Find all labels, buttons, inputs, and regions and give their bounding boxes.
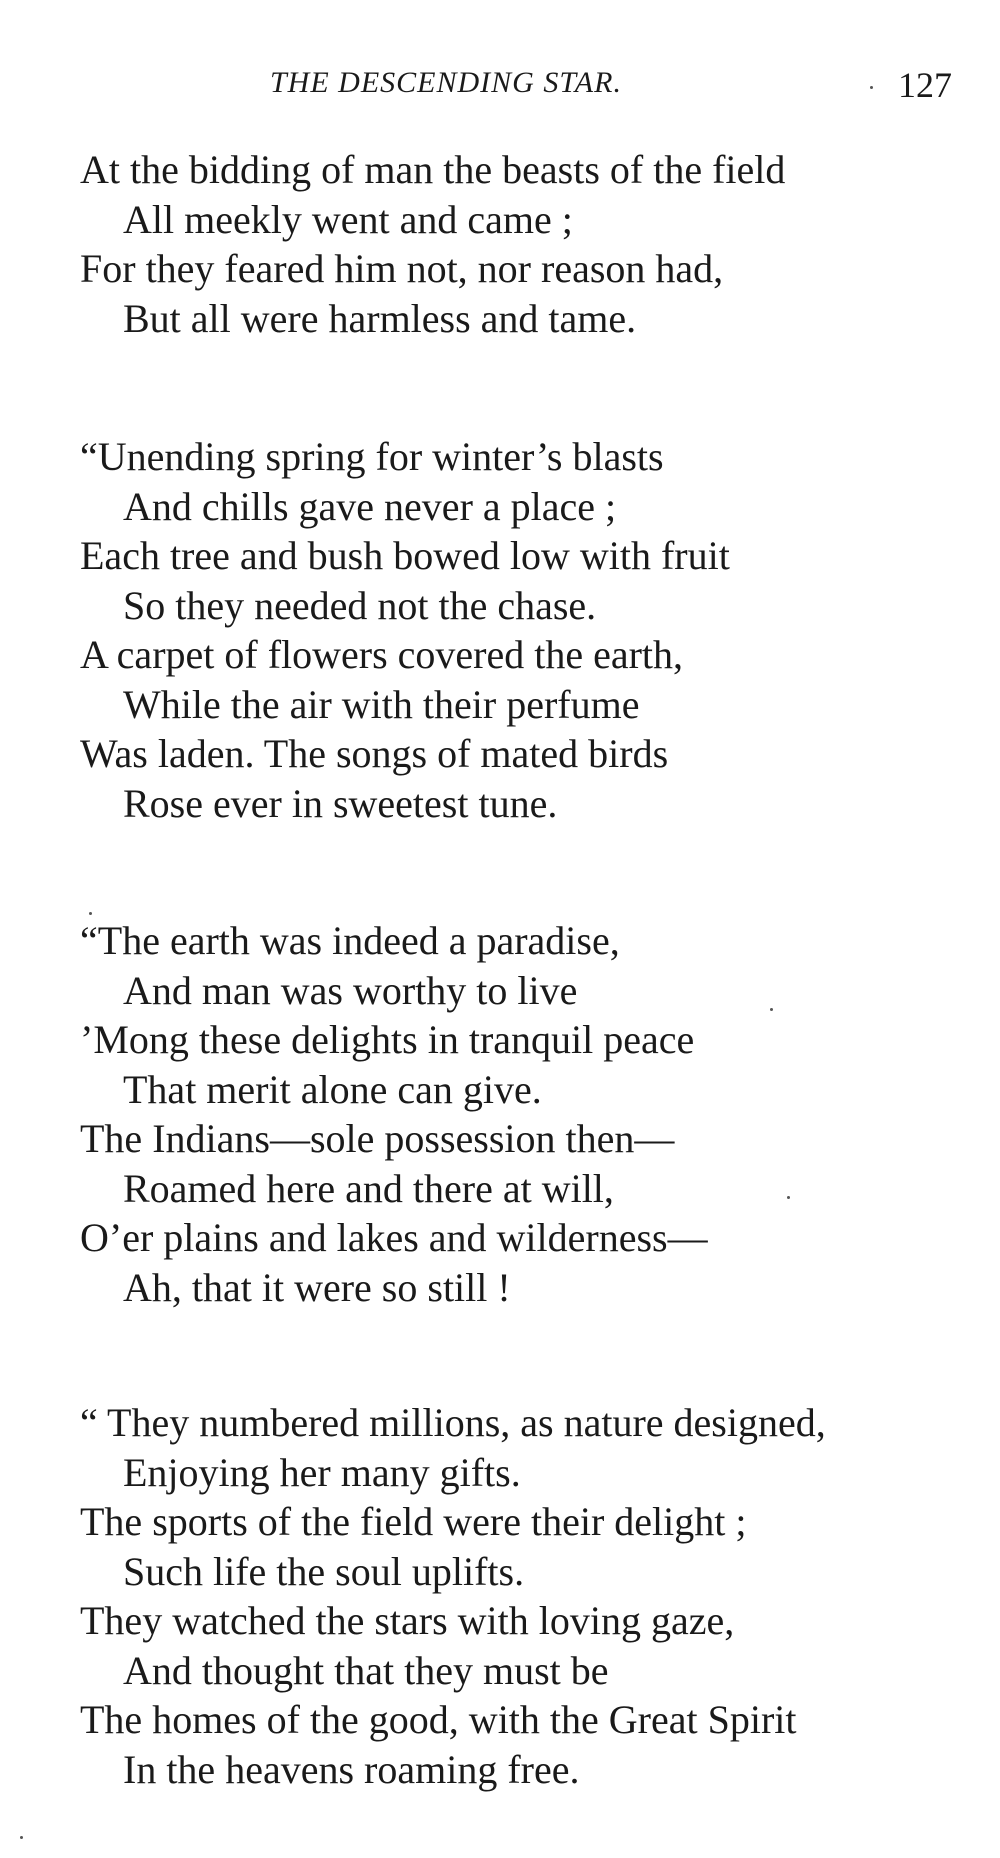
poem-line: And chills gave never a place ;: [123, 483, 617, 529]
poem-line: And man was worthy to live: [123, 967, 578, 1013]
poem-line: A carpet of flowers covered the earth,: [80, 632, 684, 677]
poem-line: For they feared him not, nor reason had,: [80, 246, 724, 291]
stanza-2: [0, 432, 1000, 828]
poem-line: “The earth was indeed a paradise,: [80, 918, 620, 963]
poem-line: “ They numbered millions, as nature designed,: [80, 1400, 826, 1445]
poem-line: That merit alone can give.: [123, 1066, 542, 1112]
poem-line: The sports of the field were their delight ;: [80, 1499, 747, 1544]
poem-line: In the heavens roaming free.: [123, 1746, 580, 1792]
poem-line: The homes of the good, with the Great Spirit: [80, 1697, 797, 1742]
paper-speck: [770, 1008, 773, 1011]
poem-line: Such life the soul uplifts.: [123, 1548, 525, 1594]
running-title: THE DESCENDING STAR.: [270, 66, 622, 99]
poem-line: Rose ever in sweetest tune.: [123, 780, 558, 826]
page-number: 127: [898, 65, 952, 105]
stanza-3: [0, 916, 1000, 1312]
paper-speck: [89, 912, 92, 915]
stanza-4: [0, 1398, 1000, 1794]
poem-line: And thought that they must be: [123, 1647, 609, 1693]
poem-line: Enjoying her many gifts.: [123, 1449, 521, 1495]
poem-line: But all were harmless and tame.: [123, 295, 637, 341]
poem-line: Roamed here and there at will,: [123, 1165, 614, 1211]
paper-speck: [787, 1196, 790, 1199]
poem-line: At the bidding of man the beasts of the field: [80, 147, 786, 192]
poem-line: All meekly went and came ;: [123, 196, 573, 242]
paper-speck: [870, 86, 873, 89]
poem-line: Ah, that it were so still !: [123, 1264, 511, 1310]
poem-line: O’er plains and lakes and wilderness—: [80, 1215, 708, 1260]
poem-line: So they needed not the chase.: [123, 582, 597, 628]
poem-line: They watched the stars with loving gaze,: [80, 1598, 735, 1643]
stanza-1: [0, 145, 1000, 343]
poem-line: Was laden. The songs of mated birds: [80, 731, 669, 776]
poem-line: Each tree and bush bowed low with fruit: [80, 533, 730, 578]
paper-speck: [20, 1836, 23, 1839]
poem-line: While the air with their perfume: [123, 681, 640, 727]
poem-line: The Indians—sole possession then—: [80, 1116, 675, 1161]
poem-line: “Unending spring for winter’s blasts: [80, 434, 664, 479]
page-header: [0, 66, 1000, 116]
poem-line: ’Mong these delights in tranquil peace: [80, 1017, 695, 1062]
